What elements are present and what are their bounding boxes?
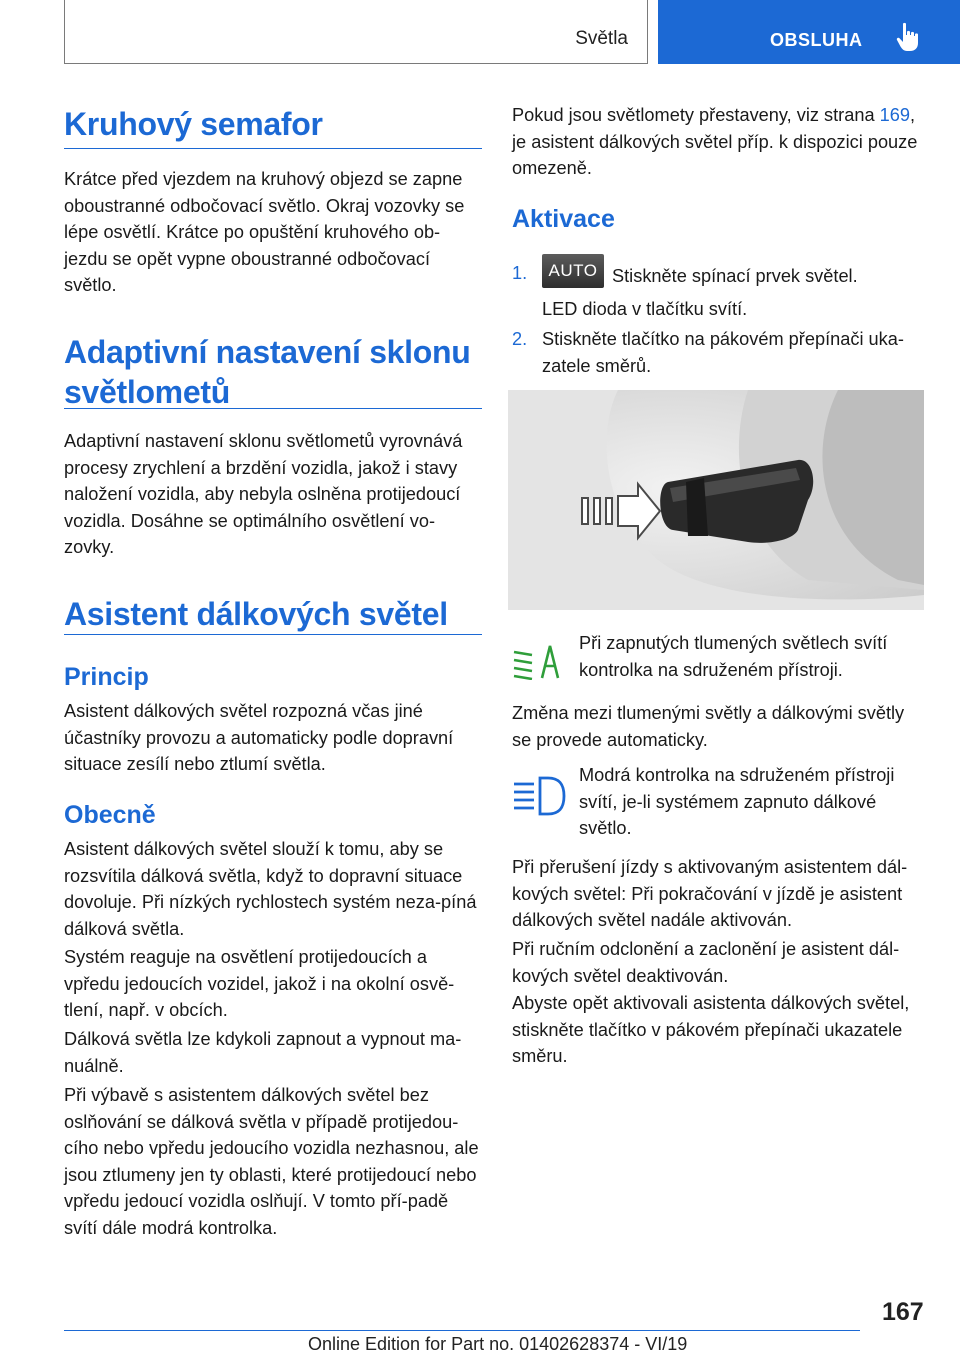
heading-aktivace: Aktivace: [512, 205, 615, 233]
paragraph-princip: Asistent dálkových světel rozpozná včas jiné účastníky provozu a automaticky podle dopravní situace zesílí nebo ztlumí světla.: [64, 701, 454, 774]
paragraph-abyste: Abyste opět aktivovali asistenta dálkových světel, stiskněte tlačítko v pákovém přepínači ukazatele směru.: [512, 993, 910, 1066]
intro-text-b: , je asistent dálkových světel příp. k dispozici pouze omezeně.: [512, 105, 918, 178]
indicator-row-high-beam: [512, 762, 924, 842]
indicator-row-low-beam: [512, 630, 924, 690]
paragraph-obecne-3: Dálková světla lze kdykoli zapnout a vypnout ma-nuálně.: [64, 1029, 462, 1076]
footer-rule: [64, 1330, 860, 1331]
auto-button-icon: AUTO: [542, 254, 604, 288]
paragraph-zmena: Změna mezi tlumenými světly a dálkovými světly se provede automaticky.: [512, 703, 905, 750]
step-2: [512, 326, 924, 379]
header-chapter-label: OBSLUHA: [770, 30, 863, 50]
step-1-number: 1.: [512, 263, 528, 283]
header-frame: [64, 0, 648, 64]
step-1: [512, 260, 924, 323]
heading-rule: [64, 634, 482, 635]
intro-text-a: Pokud jsou světlomety přestaveny, viz strana: [512, 105, 880, 125]
indicator-high-beam-text: Modrá kontrolka na sdruženém přístroji svítí, je-li systémem zapnuto dálkové světlo.: [579, 765, 895, 838]
hand-pointer-icon: [896, 22, 922, 52]
paragraph-obecne-4: Při výbavě s asistentem dálkových světel bez oslňování se dálková světla v případě protijedou-cího nebo vpředu jedoucího vozidla nezhasnou, ale jsou ztlumeny jen ty oblasti, které protijedoucí nebo vpředu jedoucí vozidla oslňují. V tomto pří-padě svítí dále modrá kontrolka.: [64, 1085, 479, 1238]
step-1-subtext: LED dioda v tlačítku svítí.: [542, 299, 748, 319]
low-beam-auto-indicator-icon: [512, 640, 564, 680]
paragraph-preruseni: Při přerušení jízdy s aktivovaným asistentem dál-kových světel: Při pokračování v jízdě je asistent dálkových světel nadále aktivován.: [512, 857, 908, 930]
turn-signal-lever-figure: [508, 390, 924, 610]
paragraph-obecne-2: Systém reaguje na osvětlení protijedoucích a vpředu jedoucích vozidel, jakož i na okolní osvě-tlení, např. v obcích.: [64, 947, 455, 1020]
heading-adaptivni-nastaveni: Adaptivní nastavení sklonu světlometů: [64, 334, 471, 410]
heading-obecne: Obecně: [64, 801, 156, 829]
step-1-text: Stiskněte spínací prvek světel.: [612, 265, 858, 286]
page-reference-link[interactable]: 169: [879, 105, 910, 125]
heading-rule: [64, 408, 482, 409]
paragraph-kruhovy: Krátce před vjezdem na kruhový objezd se zapne oboustranné odbočovací světlo. Okraj vozovky se lépe osvětlí. Krátce po opuštění kruhového ob-jezdu se opět vypne oboustranné odbočovací světlo.: [64, 169, 465, 295]
paragraph-obecne-1: Asistent dálkových světel slouží k tomu, aby se rozsvítila dálková světla, když to dopravní situace dovoluje. Při nízkých rychlostech systém neza-píná dálková světla.: [64, 839, 477, 939]
lever-illustration: [508, 390, 924, 610]
heading-asistent-dalkovych-svetel: Asistent dálkových světel: [64, 596, 448, 632]
header-chapter-tab[interactable]: [658, 0, 960, 64]
heading-rule: [64, 148, 482, 149]
heading-princip: Princip: [64, 663, 149, 691]
heading-kruhovy-semafor: Kruhový semafor: [64, 106, 323, 142]
paragraph-intro: [512, 102, 924, 182]
paragraph-adaptivni: Adaptivní nastavení sklonu světlometů vyrovnává procesy zrychlení a brzdění vozidla, jakož i stavy naložení vozidla, aby nebyla oslněna protijedoucí vozidla. Dosáhne se optimálního osvětlení vo-zovky.: [64, 431, 463, 557]
step-2-text: Stiskněte tlačítko na pákovém přepínači uka-zatele směrů.: [542, 329, 904, 376]
step-2-number: 2.: [512, 329, 528, 349]
page-number: 167: [882, 1298, 924, 1326]
paragraph-rucni: Při ručním odclonění a zaclonění je asistent dál-kových světel deaktivován.: [512, 939, 900, 986]
indicator-low-beam-text: Při zapnutých tlumených světlech svítí kontrolka na sdruženém přístroji.: [579, 633, 888, 680]
footer-edition: Online Edition for Part no. 01402628374 - VI/19: [308, 1334, 688, 1354]
high-beam-indicator-icon: [512, 774, 568, 818]
header-section-title: Světla: [575, 28, 628, 49]
